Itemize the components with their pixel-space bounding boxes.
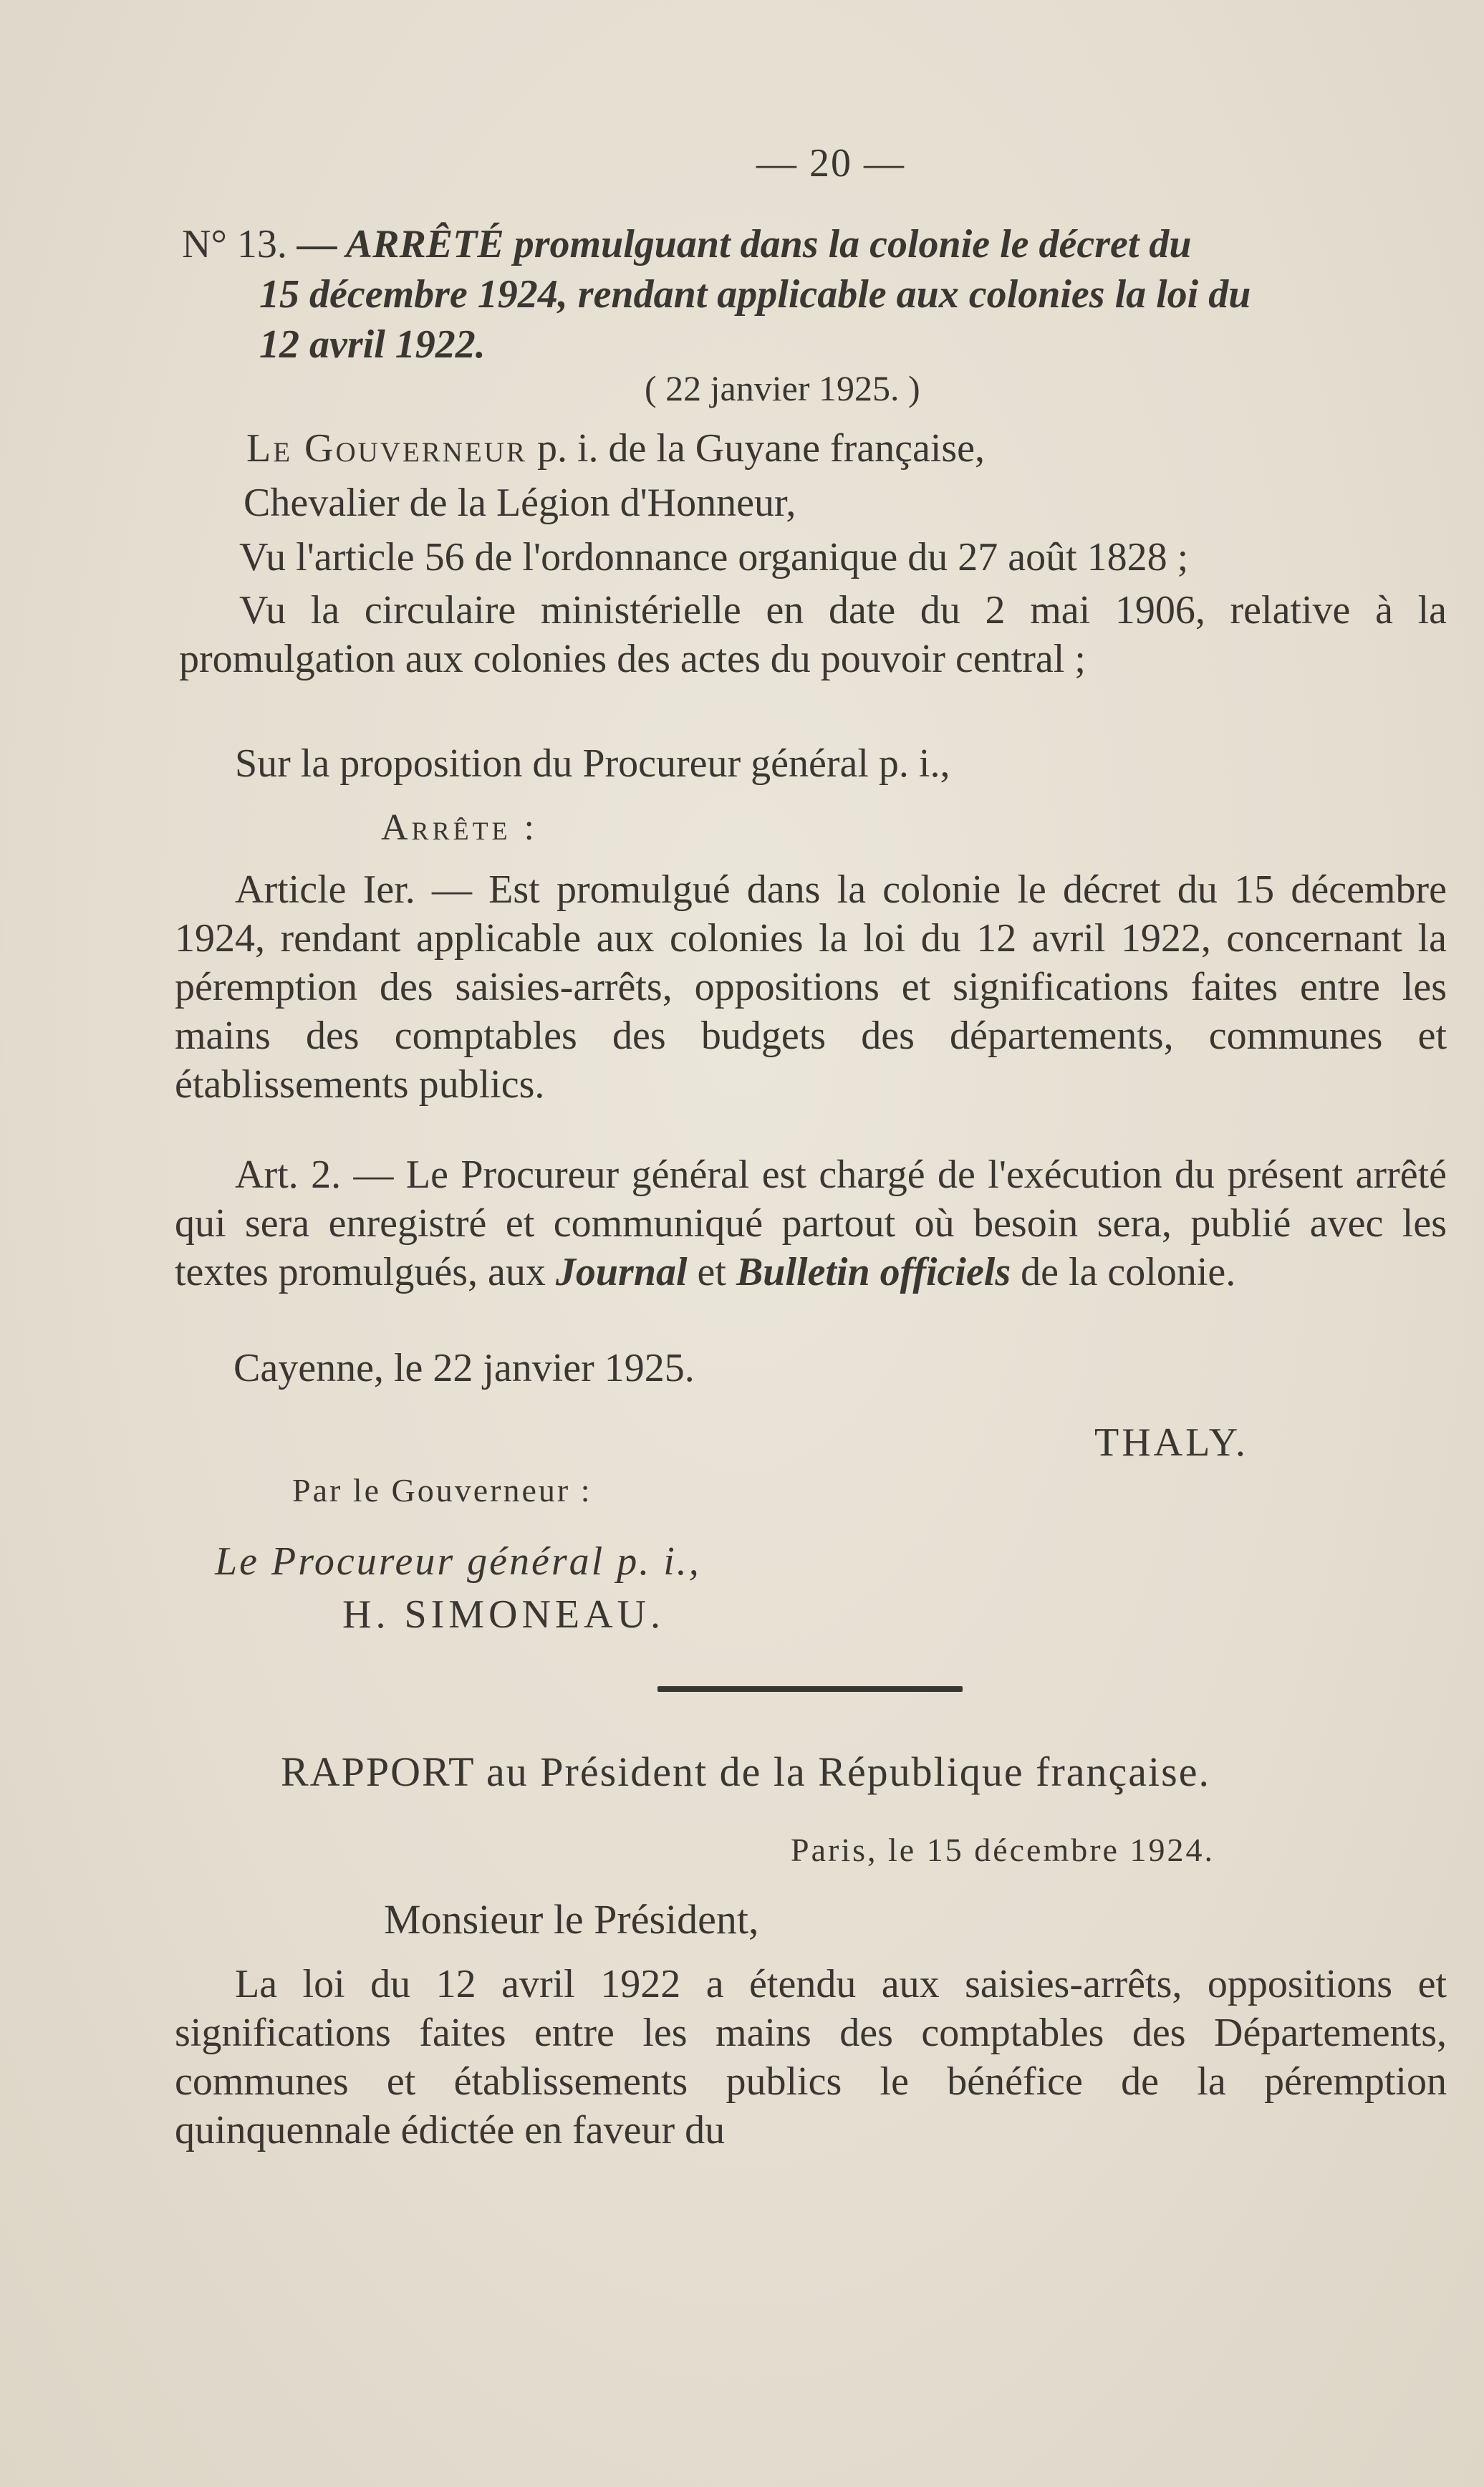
arrete-label: Arrête : [381,807,538,848]
article-2-text: Art. 2. — Le Procureur général est chargé de l'exécution du présent arrêté qui sera enregistré et communiqué partout où besoin sera, publié avec les textes promulgués, aux [175,1153,1447,1294]
vu-circulaire-paragraph: Vu la circulaire ministérielle en date du 2 mai 1906, relative à la promulgation aux colonies des actes du pouvoir central ; [179,588,1447,681]
decree-title-line-3: 12 avril 1922. [259,322,486,367]
decree-number: N° 13. [182,222,287,266]
journal-word: Journal [555,1250,688,1294]
vu-article-line: Vu l'article 56 de l'ordonnance organique du 27 août 1828 ; [239,535,1189,579]
sur-proposition-line: Sur la proposition du Procureur général p. i., [235,741,950,786]
decree-date: ( 22 janvier 1925. ) [645,368,920,408]
signatory-name: THALY. [1094,1420,1248,1465]
procureur-title: Le Procureur général p. i., [215,1539,701,1584]
gouverneur-line [246,424,1484,473]
rapport-body-paragraph: La loi du 12 avril 1922 a étendu aux saisies-arrêts, oppositions et significations faites entre les mains des comptables des Départements, communes et établissements publics le bénéfice de la péremption quinquennale édictée en faveur du [175,1962,1447,2152]
article-2-paragraph [175,1150,1447,1297]
rapport-title: RAPPORT au Président de la République française. [281,1748,1210,1795]
article-1-paragraph: Article Ier. — Est promulgué dans la colonie le décret du 15 décembre 1924, rendant applicable aux colonies la loi du 12 avril 1922, concernant la péremption des saisies-arrêts, oppositions et significations faites entre les mains des comptables des budgets des départements, communes et établissements publics. [175,867,1447,1107]
decree-heading-line-1 [182,219,1463,269]
gouverneur-caps: Le Gouverneur [246,426,527,471]
gouverneur-rest: p. i. de la Guyane française, [526,426,986,471]
section-divider [657,1686,963,1692]
par-le-gouverneur: Par le Gouverneur : [292,1472,592,1509]
article-2-ending: de la colonie. [1011,1250,1236,1294]
decree-title-line-2: 15 décembre 1924, rendant applicable aux colonies la loi du [259,272,1251,317]
place-date-line: Cayenne, le 22 janvier 1925. [233,1346,695,1390]
decree-title-line-1: — ARRÊTÉ promulguant dans la colonie le décret du [297,222,1192,266]
page-number: — 20 — [756,141,905,186]
chevalier-line: Chevalier de la Légion d'Honneur, [244,481,796,525]
rapport-date: Paris, le 15 décembre 1924. [791,1832,1215,1868]
bulletin-officiels: Bulletin officiels [736,1250,1011,1294]
decree-heading [182,219,1463,370]
procureur-name: H. SIMONEAU. [342,1592,665,1637]
et-word: et [687,1250,736,1294]
rapport-salutation: Monsieur le Président, [384,1896,759,1943]
